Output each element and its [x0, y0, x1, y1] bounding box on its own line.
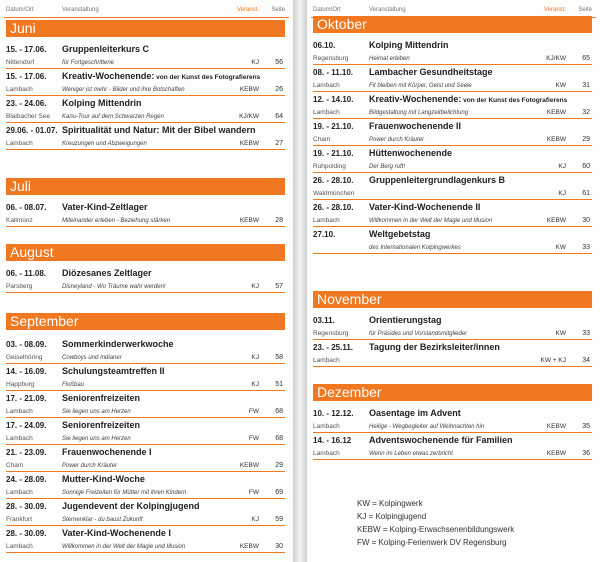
- event-row: [313, 200, 592, 227]
- event-date: 28. - 30.09.: [6, 529, 47, 538]
- event-title: [62, 202, 148, 212]
- event-title-main: Vater-Kind-Wochenende II: [369, 202, 481, 212]
- event-page-number: 33: [582, 244, 590, 251]
- month-header: Oktober: [313, 16, 592, 33]
- event-organizer: KW: [555, 82, 566, 89]
- event-page-number: 61: [582, 190, 590, 197]
- month-header: Dezember: [313, 384, 592, 401]
- event-date: 17. - 24.09.: [6, 421, 47, 430]
- event-row: [6, 526, 285, 553]
- event-description: Power durch Kräuter: [62, 463, 118, 469]
- header-page: Seite: [271, 7, 285, 13]
- event-description: Wenn im Leben etwas zerbricht: [369, 451, 453, 457]
- event-date: 28. - 30.09.: [6, 502, 47, 511]
- event-date: 03.11.: [313, 316, 335, 325]
- event-row: [313, 227, 592, 254]
- event-title: [62, 393, 140, 403]
- event-date: 23. - 25.11.: [313, 343, 354, 352]
- event-page-number: 69: [275, 489, 283, 496]
- event-location: Kallmünz: [6, 217, 33, 224]
- event-location: Lambach: [6, 140, 33, 147]
- event-location: Cham: [6, 462, 24, 469]
- event-title-sub: von der Kunst des Fotografierens: [154, 74, 261, 81]
- event-title: [369, 175, 505, 185]
- event-row: [6, 337, 285, 364]
- event-description: Kanu-Tour auf dem Schwarzen Regen: [62, 114, 164, 120]
- event-title: [369, 148, 452, 158]
- month-header: November: [313, 291, 592, 308]
- header-page: Seite: [578, 7, 592, 13]
- event-page-number: 27: [275, 140, 283, 147]
- event-title: [62, 125, 256, 135]
- event-title-main: Schulungsteamtreffen II: [62, 366, 165, 376]
- event-organizer: KEBW: [239, 217, 259, 224]
- event-title-main: Seniorenfreizeiten: [62, 393, 141, 403]
- event-description: Power durch Kräuter: [369, 137, 425, 143]
- header-date: Datum/Ort: [6, 7, 34, 13]
- month-header: August: [6, 244, 285, 261]
- event-title: [369, 94, 567, 104]
- event-row: [313, 92, 592, 119]
- event-description: des Internationalen Kolpingwerkes: [369, 245, 461, 251]
- event-location: Lambach: [6, 408, 33, 415]
- event-title-main: Frauenwochenende II: [369, 121, 462, 131]
- event-title: [62, 474, 145, 484]
- event-page-number: 26: [275, 86, 283, 93]
- event-organizer: KW: [555, 244, 566, 251]
- event-location: Lambach: [6, 435, 33, 442]
- event-title: [62, 528, 171, 538]
- event-page-number: 28: [275, 217, 283, 224]
- event-description: Sie liegen uns am Herzen: [62, 409, 131, 415]
- event-title-main: Gruppenleitergrundlagenkurs B: [369, 175, 506, 185]
- event-description: Bildgestaltung mit Langzeitbelichtung: [369, 110, 469, 116]
- event-title: [369, 315, 442, 325]
- event-organizer: KW: [555, 330, 566, 337]
- event-page-number: 65: [582, 55, 590, 62]
- event-row: [313, 146, 592, 173]
- event-title-main: Adventswochenende für Familien: [369, 435, 513, 445]
- event-title: [62, 339, 174, 349]
- event-description: Fit bleiben mit Körper, Geist und Seele: [369, 83, 472, 89]
- event-organizer: KJ: [558, 163, 566, 170]
- event-title: [62, 447, 152, 457]
- event-row: [313, 406, 592, 433]
- page-gutter: [293, 0, 307, 562]
- event-title-main: Weltgebetstag: [369, 229, 431, 239]
- event-date: 29.06. - 01.07.: [6, 126, 58, 135]
- event-title-main: Gruppenleiterkurs C: [62, 44, 150, 54]
- event-description: Sonnige Freizeiten für Mütter mit ihren Kindern: [62, 490, 187, 496]
- event-row: [6, 391, 285, 418]
- event-row: [313, 65, 592, 92]
- event-description: Floßbau: [62, 382, 85, 388]
- event-date: 06. - 11.08.: [6, 269, 47, 278]
- header-event: Veranstaltung: [369, 7, 406, 13]
- event-organizer: KJ/KW: [239, 113, 259, 120]
- event-date: 15. - 17.06.: [6, 72, 47, 81]
- event-title-main: Tagung der Bezirksleiter/innen: [369, 342, 500, 352]
- event-title-sub: von der Kunst des Fotografierens: [461, 97, 568, 104]
- event-description: für Präsides und Vorstandsmitglieder: [369, 331, 468, 337]
- event-title: [62, 71, 260, 81]
- event-row: [313, 340, 592, 367]
- event-date: 26. - 28.10.: [313, 203, 354, 212]
- event-location: Nittendorf: [6, 59, 35, 66]
- event-description: Sternenklar - du baust Zukunft: [62, 517, 143, 523]
- event-title-main: Kreativ-Wochenende:: [369, 94, 462, 104]
- event-title: [369, 408, 461, 418]
- event-row: [313, 38, 592, 65]
- event-date: 21. - 23.09.: [6, 448, 47, 457]
- event-organizer: KJ: [251, 283, 259, 290]
- right-page: [307, 0, 600, 562]
- event-row: [6, 200, 285, 227]
- event-title: [369, 67, 493, 77]
- event-row: [6, 96, 285, 123]
- event-title: [369, 202, 480, 212]
- event-date: 23. - 24.06.: [6, 99, 47, 108]
- event-date: 15. - 17.06.: [6, 45, 47, 54]
- event-description: Heilige - Wegbegleiter auf Weihnachten hin: [369, 424, 485, 430]
- event-page-number: 68: [275, 435, 283, 442]
- event-title: [369, 121, 461, 131]
- event-row: [6, 69, 285, 96]
- event-date: 12. - 14.10.: [313, 95, 354, 104]
- event-page-number: 35: [582, 423, 590, 430]
- legend-item: KW = Kolpingwerk: [357, 499, 423, 508]
- event-row: [6, 42, 285, 69]
- event-title-main: Sommerkinderwerkwoche: [62, 339, 174, 349]
- event-row: [313, 119, 592, 146]
- event-row: [6, 266, 285, 293]
- event-title-main: Jugendevent der Kolpingjugend: [62, 501, 200, 511]
- event-page-number: 59: [275, 516, 283, 523]
- event-title: [369, 342, 500, 352]
- event-organizer: KEBW: [239, 140, 259, 147]
- event-date: 14. - 16.09.: [6, 367, 47, 376]
- header-event: Veranstaltung: [62, 7, 99, 13]
- event-location: Frankfurt: [6, 516, 33, 523]
- event-location: Lambach: [313, 357, 340, 364]
- event-page-number: 29: [275, 462, 283, 469]
- event-location: Lambach: [313, 217, 340, 224]
- event-title: [369, 40, 448, 50]
- event-title: [62, 98, 141, 108]
- event-date: 17. - 21.09.: [6, 394, 47, 403]
- event-location: Blaibacher See: [6, 113, 51, 120]
- event-title: [62, 268, 152, 278]
- event-location: Lambach: [6, 86, 33, 93]
- event-title-main: Oasentage im Advent: [369, 408, 461, 418]
- legend-item: KJ = Kolpingjugend: [357, 512, 427, 521]
- event-organizer: KEBW: [546, 109, 566, 116]
- event-organizer: KJ: [251, 381, 259, 388]
- event-title: [62, 501, 200, 511]
- event-row: [6, 472, 285, 499]
- event-location: Waldmünchen: [313, 190, 355, 197]
- event-description: Kreuzungen und Abzweigungen: [62, 141, 147, 147]
- event-location: Geiselhöring: [6, 354, 43, 361]
- event-location: Lambach: [313, 423, 340, 430]
- event-description: Der Berg ruft!: [369, 164, 406, 170]
- event-title: [62, 366, 165, 376]
- event-description: für Fortgeschrittene: [62, 60, 115, 66]
- event-location: Cham: [313, 136, 331, 143]
- event-date: 08. - 11.10.: [313, 68, 354, 77]
- header-org: Veranst.: [236, 7, 259, 13]
- event-title-main: Kolping Mittendrin: [62, 98, 142, 108]
- event-description: Willkommen in der Welt der Magie und Illusion: [369, 218, 493, 224]
- event-location: Regensburg: [313, 55, 349, 62]
- event-organizer: KJ: [251, 354, 259, 361]
- event-title: [369, 435, 513, 445]
- event-page-number: 33: [582, 330, 590, 337]
- event-page-number: 36: [582, 450, 590, 457]
- event-page-number: 58: [275, 354, 283, 361]
- event-title-main: Orientierungstag: [369, 315, 442, 325]
- event-organizer: KEBW: [239, 462, 259, 469]
- event-organizer: KEBW: [546, 136, 566, 143]
- legend-item: FW = Kolping-Ferienwerk DV Regensburg: [357, 538, 507, 547]
- header-date: Datum/Ort: [313, 7, 341, 13]
- event-date: 19. - 21.10.: [313, 122, 354, 131]
- event-row: [6, 123, 285, 150]
- event-date: 06. - 08.07.: [6, 203, 47, 212]
- event-date: 24. - 28.09.: [6, 475, 47, 484]
- event-row: [6, 364, 285, 391]
- event-page-number: 30: [582, 217, 590, 224]
- event-date: 14. - 16.12: [313, 436, 352, 445]
- event-description: Miteinander erleben - Beziehung stärken: [62, 218, 171, 224]
- event-organizer: KJ/KW: [546, 55, 566, 62]
- event-title-main: Vater-Kind-Zeltlager: [62, 202, 148, 212]
- event-page-number: 32: [582, 109, 590, 116]
- event-page-number: 68: [275, 408, 283, 415]
- left-page: [0, 0, 293, 562]
- event-location: Lambach: [313, 450, 340, 457]
- month-header: Juli: [6, 178, 285, 195]
- event-page-number: 30: [275, 543, 283, 550]
- event-title-main: Lambacher Gesundheitstage: [369, 67, 493, 77]
- event-title-main: Mutter-Kind-Woche: [62, 474, 145, 484]
- event-page-number: 31: [582, 82, 590, 89]
- event-organizer: KEBW: [546, 423, 566, 430]
- event-page-number: 29: [582, 136, 590, 143]
- event-date: 19. - 21.10.: [313, 149, 354, 158]
- event-location: Regensburg: [313, 330, 349, 337]
- event-title-main: Spiritualität und Natur: Mit der Bibel wandern: [62, 125, 256, 135]
- event-organizer: KEBW: [546, 450, 566, 457]
- event-title: [62, 420, 140, 430]
- event-organizer: KEBW: [239, 86, 259, 93]
- event-description: Heimat erleben: [369, 56, 410, 62]
- event-organizer: KJ: [251, 59, 259, 66]
- event-description: Sie liegen uns am Herzen: [62, 436, 131, 442]
- event-date: 10. - 12.12.: [313, 409, 354, 418]
- event-title-main: Diözesanes Zeltlager: [62, 268, 152, 278]
- event-date: 06.10.: [313, 41, 336, 50]
- event-location: Lambach: [6, 543, 33, 550]
- abbreviation-legend: [357, 497, 514, 549]
- event-location: Ruhpolding: [313, 163, 346, 170]
- event-description: Willkommen in der Welt der Magie und Illusion: [62, 544, 186, 550]
- month-header: Juni: [6, 20, 285, 37]
- event-row: [6, 445, 285, 472]
- event-location: Lambach: [313, 82, 340, 89]
- event-row: [313, 433, 592, 460]
- event-page-number: 57: [275, 283, 283, 290]
- event-location: Lambach: [313, 109, 340, 116]
- event-page-number: 56: [275, 59, 283, 66]
- event-title-main: Kolping Mittendrin: [369, 40, 449, 50]
- event-location: Happburg: [6, 381, 35, 388]
- event-date: 26. - 28.10.: [313, 176, 354, 185]
- event-page-number: 51: [275, 381, 283, 388]
- event-page-number: 34: [582, 357, 590, 364]
- event-organizer: KW + KJ: [540, 357, 566, 364]
- legend-item: KEBW = Kolping-Erwachsenenbildungswerk: [357, 525, 515, 534]
- event-title: [369, 229, 430, 239]
- event-organizer: KEBW: [546, 217, 566, 224]
- event-row: [6, 499, 285, 526]
- month-header: September: [6, 313, 285, 330]
- event-title-main: Seniorenfreizeiten: [62, 420, 141, 430]
- event-page-number: 64: [275, 113, 283, 120]
- event-location: Parsberg: [6, 283, 33, 290]
- header-org: Veranst.: [543, 7, 566, 13]
- column-header: [4, 4, 289, 18]
- event-description: Disneyland - Wo Träume wahr werden!: [62, 284, 166, 290]
- event-title-main: Vater-Kind-Wochenende I: [62, 528, 171, 538]
- event-organizer: FW: [248, 435, 259, 442]
- event-row: [313, 313, 592, 340]
- event-row: [6, 418, 285, 445]
- event-description: Cowboys und Indianer: [62, 355, 122, 361]
- event-date: 27.10.: [313, 230, 336, 239]
- event-location: Lambach: [6, 489, 33, 496]
- event-organizer: KJ: [558, 190, 566, 197]
- event-description: Weniger ist mehr - Bilder und ihre Botschaften: [62, 87, 185, 93]
- event-date: 03. - 08.09.: [6, 340, 47, 349]
- event-organizer: FW: [248, 489, 259, 496]
- event-title-main: Hüttenwochenende: [369, 148, 453, 158]
- event-row: [313, 173, 592, 200]
- event-organizer: FW: [248, 408, 259, 415]
- event-page-number: 60: [582, 163, 590, 170]
- event-organizer: KJ: [251, 516, 259, 523]
- event-organizer: KEBW: [239, 543, 259, 550]
- event-title: [62, 44, 149, 54]
- event-title-main: Frauenwochenende I: [62, 447, 152, 457]
- event-title-main: Kreativ-Wochenende:: [62, 71, 155, 81]
